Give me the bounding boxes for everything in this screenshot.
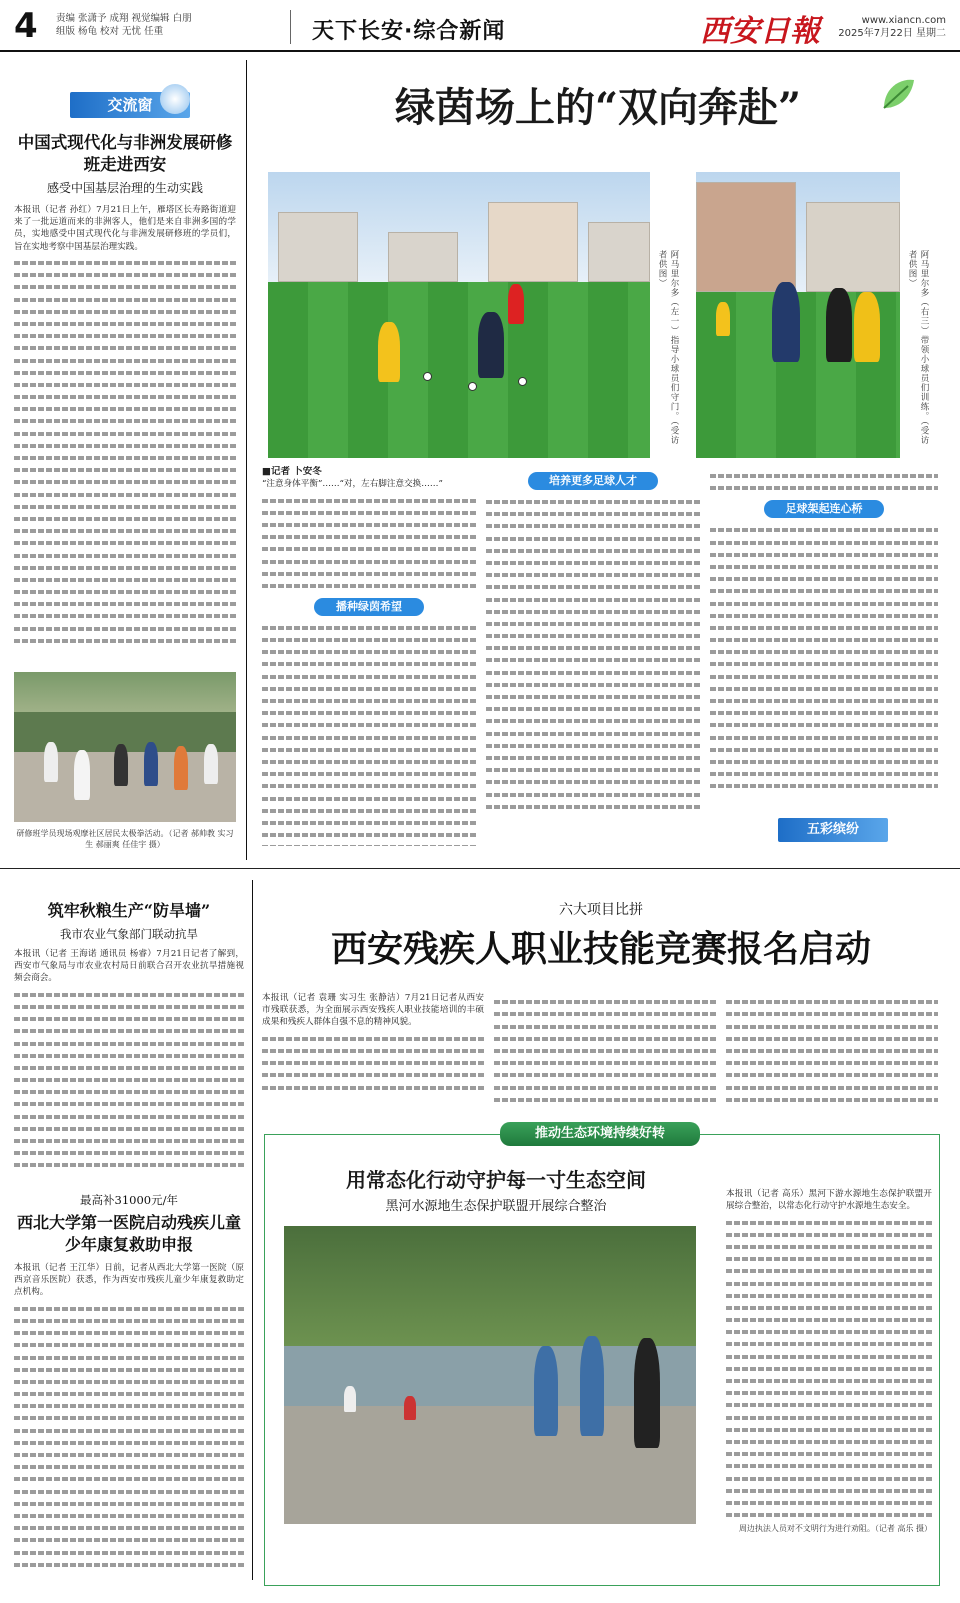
competition-text-1	[262, 1037, 484, 1090]
competition-lead: 本报讯（记者 袁珊 实习生 张静洁）7月21日记者从西安市残联获悉，为全面展示西安残疾人职业技能培训的丰硕成果和残疾人群体自强不息的精神风貌。	[262, 993, 484, 1028]
leaf-icon	[878, 74, 918, 114]
website[interactable]: www.xiancn.com	[861, 15, 946, 26]
feature-photo-1	[268, 172, 650, 458]
rehab-kicker: 最高补31000元/年	[80, 1193, 178, 1207]
feature-subhead-3: 足球架起连心桥	[764, 500, 884, 518]
feature-subhead-2: 培养更多足球人才	[528, 472, 658, 490]
feature-text-1	[262, 499, 476, 588]
page-number: 4	[14, 6, 38, 46]
ecology-photo	[284, 1226, 696, 1524]
feature-subhead-1: 播种绿茵希望	[314, 598, 424, 616]
column-divider-bottom	[252, 880, 253, 1580]
column-divider	[246, 60, 247, 860]
header-divider	[290, 10, 291, 44]
exchange-window-label: 交流窗	[70, 92, 190, 118]
feature-byline: ■记者 卜安冬	[262, 466, 322, 477]
competition-text-3	[726, 1000, 938, 1102]
colorful-corner-label: 五彩缤纷	[778, 818, 888, 842]
feature-photo-2	[696, 172, 900, 458]
rehab-headline: 西北大学第一医院启动残疾儿童少年康复救助申报	[16, 1213, 241, 1254]
rehab-body	[14, 1262, 244, 1582]
drought-subheadline: 我市农业气象部门联动抗旱	[60, 927, 198, 941]
ecology-lead: 本报讯（记者 高乐）黑河下游水源地生态保护联盟开展综合整治，以常态化行动守护水源地生态安全。	[726, 1189, 932, 1212]
page-header	[0, 0, 960, 52]
drought-body	[14, 948, 244, 1180]
taichi-photo	[14, 672, 236, 822]
feature-text-3	[486, 500, 700, 809]
competition-col-2	[494, 992, 716, 1118]
section-divider	[0, 868, 960, 869]
ecology-body	[726, 1188, 932, 1588]
section-title: 天下长安·综合新闻	[312, 19, 506, 44]
competition-text-2	[494, 1000, 716, 1102]
drought-body-text	[14, 993, 244, 1168]
feature-text-5	[710, 528, 938, 788]
exchange-body	[14, 204, 236, 660]
feature-photo-2-caption: 阿马里尔多（右三）带领小球员们训练。（受访者供图）	[907, 250, 929, 446]
issue-date: 2025年7月22日 星期二	[838, 28, 946, 39]
header-meta	[838, 14, 946, 40]
feature-photo-1-caption: 阿马里尔多（左一）指导小球员们守门。（受访者供图）	[657, 250, 679, 446]
feature-col-1	[262, 466, 476, 846]
ecology-photo-caption: 周边执法人员对不文明行为进行劝阻。（记者 高乐 摄）	[738, 1524, 932, 1534]
feature-headline: 绿茵场上的“双向奔赴”	[394, 84, 801, 131]
masthead-logo: 西安日報	[700, 14, 820, 49]
globe-icon	[160, 84, 190, 114]
rehab-lead: 本报讯（记者 王江华）日前，记者从西北大学第一医院（原西京音乐医院）获悉，作为西安市残疾儿童少年康复救助定点机构。	[14, 1263, 244, 1298]
drought-lead: 本报讯（记者 王海诺 通讯员 杨睿）7月21日记者了解到，西安市气象局与市农业农村局日前联合召开农业抗旱措施视频会商会。	[14, 949, 244, 984]
competition-kicker: 六大项目比拼	[559, 902, 643, 918]
exchange-headline: 中国式现代化与非洲发展研修班走进西安	[17, 133, 233, 174]
exchange-subheadline: 感受中国基层治理的生动实践	[46, 181, 203, 195]
ecology-body-text	[726, 1221, 932, 1518]
ecology-headline: 用常态化行动守护每一寸生态空间	[346, 1168, 646, 1192]
drought-headline: 筑牢秋粮生产“防旱墙”	[47, 901, 211, 920]
staff-line-2: 组版 杨龟 校对 无忧 任重	[56, 26, 164, 37]
exchange-lead: 本报讯（记者 孙红）7月21日上午，雁塔区长寿路街道迎来了一批远道而来的非洲客人，他们是来自非洲多国的学员，实地感受中国式现代化与非洲发展研修班的学员们，旨在实地考察中国基层治理实践。	[14, 205, 236, 252]
competition-col-1	[262, 992, 484, 1118]
feature-text-4	[710, 474, 938, 490]
feature-text-2	[262, 626, 476, 846]
staff-credits	[56, 12, 226, 38]
exchange-body-text	[14, 261, 236, 643]
competition-col-3	[726, 992, 938, 1118]
staff-line-1: 责编 张潇予 成翔 视觉编辑 白朋	[56, 13, 192, 24]
feature-col-3	[710, 466, 938, 806]
rehab-body-text	[14, 1307, 244, 1567]
taichi-photo-caption: 研修班学员现场观摩社区居民太极拳活动。（记者 郝帅教 实习生 郝丽爽 任佳宇 摄）	[16, 829, 234, 849]
competition-headline: 西安残疾人职业技能竞赛报名启动	[330, 928, 871, 970]
feature-lead-quote: “注意身体平衡”……“对，左右脚注意交换……”	[262, 479, 443, 490]
ecology-subheadline: 黑河水源地生态保护联盟开展综合整治	[385, 1199, 607, 1214]
ecology-banner: 推动生态环境持续好转	[500, 1122, 700, 1146]
feature-col-2	[486, 466, 700, 846]
